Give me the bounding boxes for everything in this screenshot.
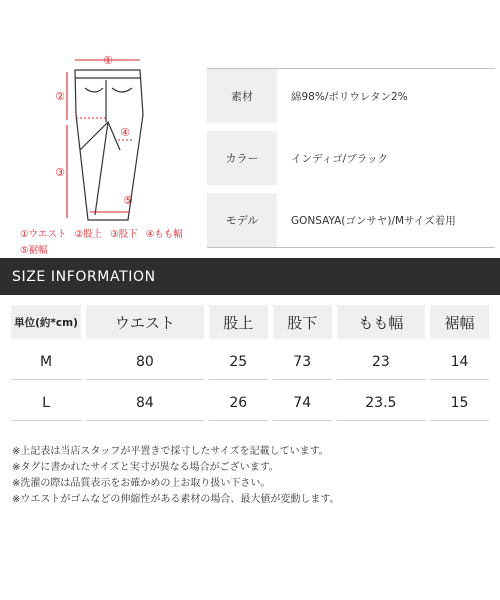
note-line: ※タグに書かれたサイズと実寸が異なる場合がございます。 xyxy=(12,462,279,473)
table-row xyxy=(11,386,489,421)
diagram-legend-line1 xyxy=(20,226,188,240)
size-label: L xyxy=(11,386,81,421)
cell-inseam: 73 xyxy=(273,345,332,380)
spec-value-material: 綿98%/ポリウレタン2% xyxy=(277,69,495,128)
spec-row xyxy=(207,127,495,189)
cell-thigh: 23.5 xyxy=(337,386,425,421)
marker-inseam: ③ xyxy=(55,166,65,179)
note-line: ※洗濯の際は品質表示をお確かめの上お取り扱い下さい。 xyxy=(12,478,271,489)
marker-waist: ① xyxy=(103,54,113,67)
header-inseam: 股下 xyxy=(273,305,332,339)
legend-thigh: ④もも幅 xyxy=(145,229,183,240)
size-label: M xyxy=(11,345,81,380)
header-waist: ウエスト xyxy=(86,305,204,339)
header-hem: 裾幅 xyxy=(430,305,489,339)
header-rise: 股上 xyxy=(209,305,268,339)
header-unit: 単位(約*cm) xyxy=(11,305,81,339)
cell-rise: 26 xyxy=(209,386,268,421)
notes xyxy=(12,444,340,508)
cell-inseam: 74 xyxy=(273,386,332,421)
note-line: ※上記表は当店スタッフが平置きで採寸したサイズを記載しています。 xyxy=(12,446,329,457)
pants-diagram xyxy=(0,0,200,260)
legend-inseam: ③股下 xyxy=(110,229,138,240)
note-line: ※ウエストがゴムなどの伸縮性がある素材の場合、最大値が変動します。 xyxy=(12,494,340,505)
spec-value-model: GONSAYA(ゴンサヤ)/Mサイズ着用 xyxy=(277,189,495,248)
cell-hem: 14 xyxy=(430,345,489,380)
cell-hem: 15 xyxy=(430,386,489,421)
size-information-title: SIZE INFORMATION xyxy=(12,269,156,285)
cell-thigh: 23 xyxy=(337,345,425,380)
table-row xyxy=(11,345,489,380)
cell-waist: 80 xyxy=(86,345,204,380)
marker-rise: ② xyxy=(55,90,65,103)
marker-thigh: ④ xyxy=(120,126,130,139)
legend-waist: ①ウエスト xyxy=(20,229,67,240)
cell-waist: 84 xyxy=(86,386,204,421)
spec-key-model: モデル xyxy=(207,189,277,248)
spec-table xyxy=(207,68,495,248)
marker-hem: ⑤ xyxy=(123,194,133,207)
size-table xyxy=(6,299,494,427)
size-information-band xyxy=(0,258,500,295)
spec-row xyxy=(207,69,495,128)
legend-rise: ②股上 xyxy=(74,229,103,240)
diagram-legend-line2 xyxy=(20,242,53,256)
legend-hem: ⑤裾幅 xyxy=(20,245,48,256)
size-table-header xyxy=(11,305,489,339)
header-thigh: もも幅 xyxy=(337,305,425,339)
spec-key-material: 素材 xyxy=(207,69,277,128)
spec-row xyxy=(207,189,495,248)
spec-key-color: カラー xyxy=(207,127,277,189)
cell-rise: 25 xyxy=(209,345,268,380)
spec-value-color: インディゴ/ブラック xyxy=(277,127,495,189)
